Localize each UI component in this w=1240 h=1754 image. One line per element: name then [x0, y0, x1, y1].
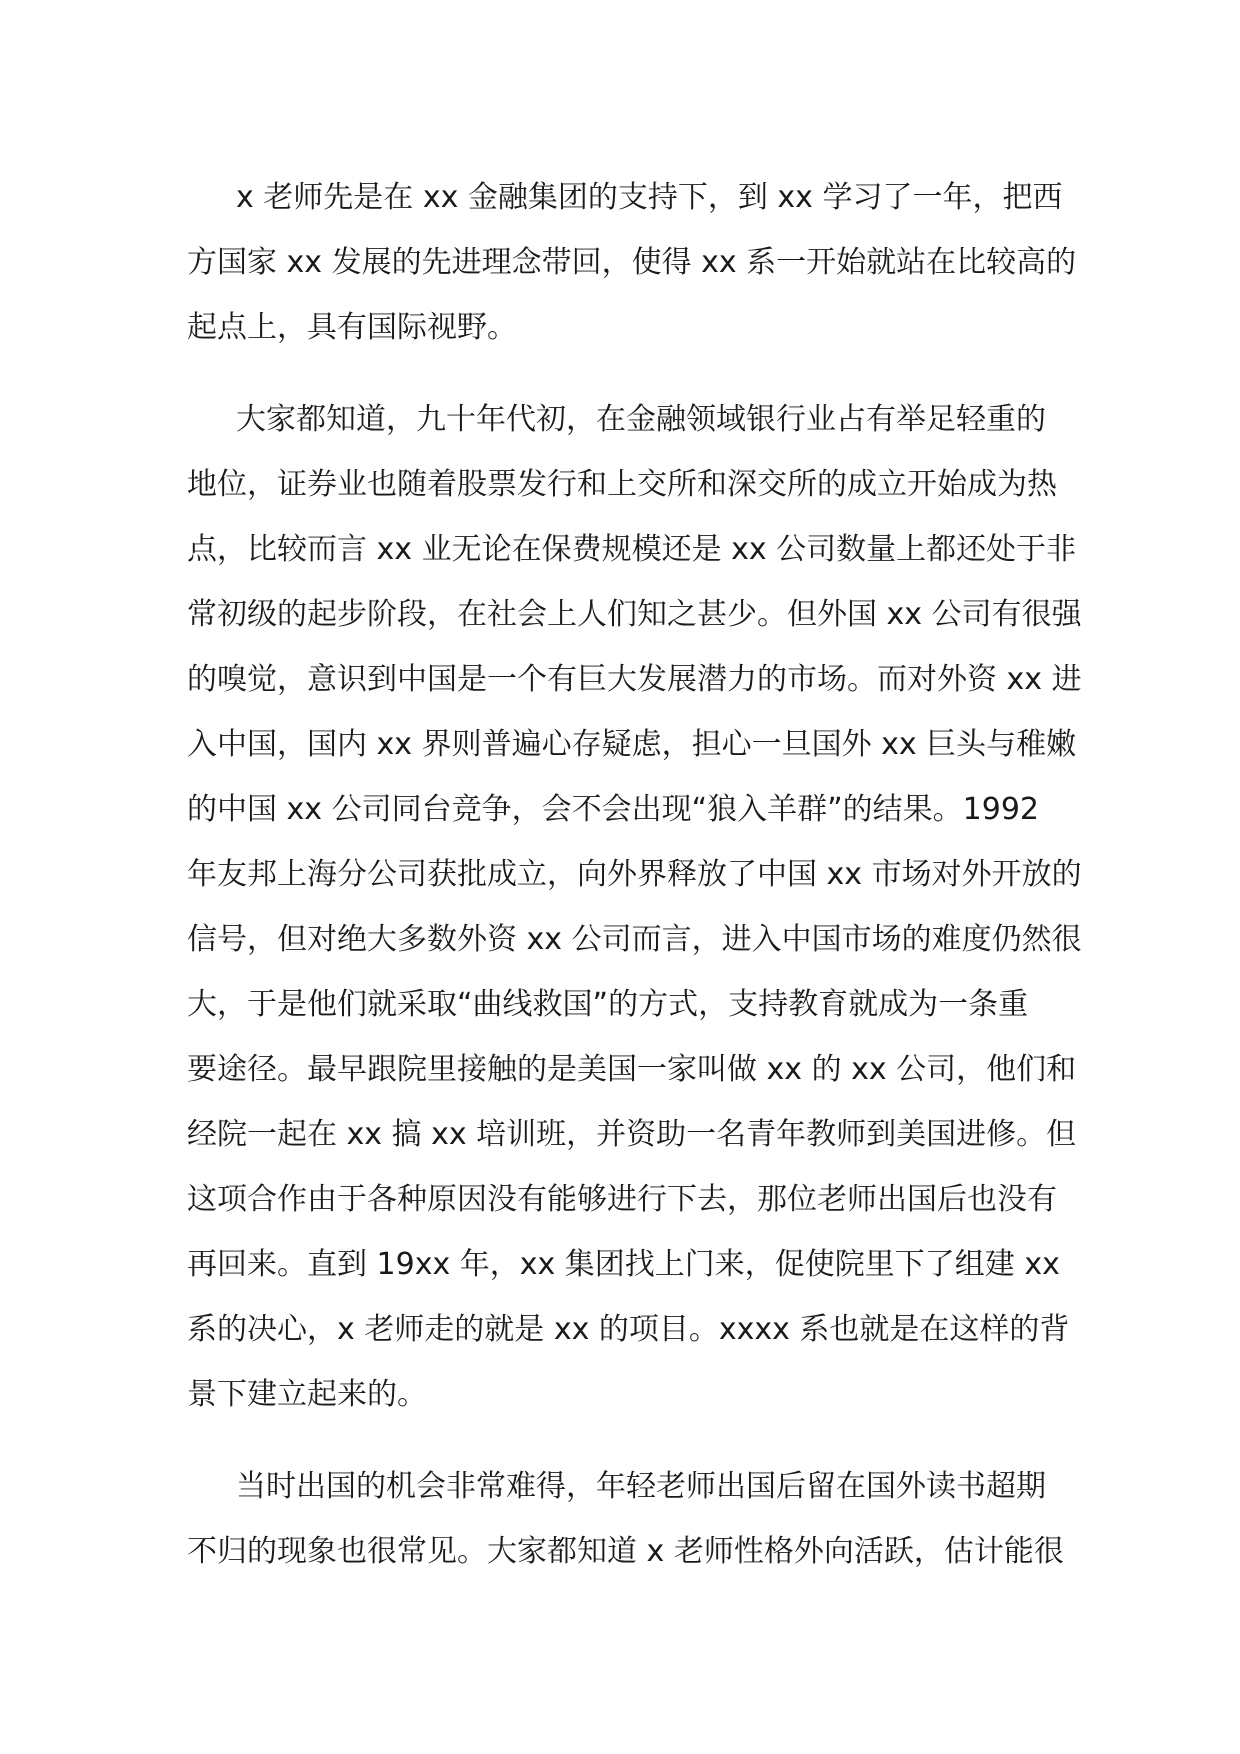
text-line: 入中国，国内 xx 界则普遍心存疑虑，担心一旦国外 xx 巨头与稚嫩 — [187, 727, 1077, 762]
text-line: 大，于是他们就采取“曲线救国”的方式，支持教育就成为一条重 — [187, 987, 1029, 1022]
text-line: 点，比较而言 xx 业无论在保费规模还是 xx 公司数量上都还处于非 — [187, 532, 1077, 567]
paragraph-2 — [187, 387, 1082, 1427]
paragraph-1 — [187, 165, 1077, 360]
document-body — [187, 165, 1082, 1611]
paragraph-3 — [187, 1454, 1064, 1584]
text-line: 地位，证券业也随着股票发行和上交所和深交所的成立开始成为热 — [187, 467, 1057, 502]
text-line: 方国家 xx 发展的先进理念带回，使得 xx 系一开始就站在比较高的 — [187, 245, 1077, 280]
text-line: 当时出国的机会非常难得，年轻老师出国后留在国外读书超期 — [236, 1469, 1046, 1504]
text-line: x 老师先是在 xx 金融集团的支持下，到 xx 学习了一年，把西 — [236, 180, 1063, 215]
text-line: 大家都知道，九十年代初，在金融领域银行业占有举足轻重的 — [236, 402, 1046, 437]
text-line: 要途径。最早跟院里接触的是美国一家叫做 xx 的 xx 公司，他们和 — [187, 1052, 1077, 1087]
text-line: 这项合作由于各种原因没有能够进行下去，那位老师出国后也没有 — [187, 1182, 1057, 1217]
text-line: 的中国 xx 公司同台竞争，会不会出现“狼入羊群”的结果。1992 — [187, 792, 1040, 827]
text-line: 不归的现象也很常见。大家都知道 x 老师性格外向活跃，估计能很 — [187, 1534, 1064, 1569]
text-line: 常初级的起步阶段，在社会上人们知之甚少。但外国 xx 公司有很强 — [187, 597, 1082, 632]
text-line: 起点上，具有国际视野。 — [187, 310, 517, 345]
text-line: 经院一起在 xx 搞 xx 培训班，并资助一名青年教师到美国进修。但 — [187, 1117, 1077, 1152]
text-line: 系的决心，x 老师走的就是 xx 的项目。xxxx 系也就是在这样的背 — [187, 1312, 1070, 1347]
text-line: 景下建立起来的。 — [187, 1377, 427, 1412]
text-line: 的嗅觉，意识到中国是一个有巨大发展潜力的市场。而对外资 xx 进 — [187, 662, 1082, 697]
text-line: 再回来。直到 19xx 年，xx 集团找上门来，促使院里下了组建 xx — [187, 1247, 1060, 1282]
text-line: 年友邦上海分公司获批成立，向外界释放了中国 xx 市场对外开放的 — [187, 857, 1082, 892]
text-line: 信号，但对绝大多数外资 xx 公司而言，进入中国市场的难度仍然很 — [187, 922, 1082, 957]
